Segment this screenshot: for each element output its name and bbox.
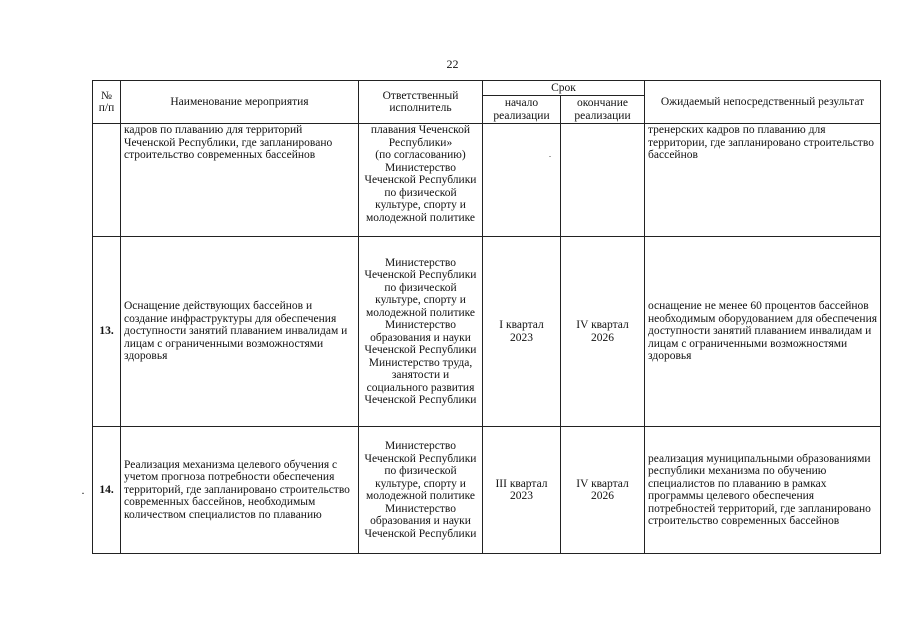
row-name: Оснащение действующих бассейнов и создание инфраструктуры для обеспечения доступности занятий плаванием инвалидам и лицам с ограниченными возможностями здоровья: [121, 237, 359, 427]
table-row: [93, 237, 881, 427]
row-executor: Министерство Чеченской Республики по физической культуре, спорту и молодежной политике Министерство образования и науки Чеченской Республики: [359, 427, 483, 554]
row-result: реализация муниципальными образованиями республики механизма по обучению специалистов по плаванию в рамках программы целевого обеспечения потребностей территорий, где запланировано строительство современных бассейнов: [645, 427, 881, 554]
row-name: Реализация механизма целевого обучения с учетом прогноза потребности обеспечения территорий, где запланировано строительство современных бассейнов, необходимым количеством специалистов по плаванию: [121, 427, 359, 554]
row-start: III квартал 2023: [483, 427, 561, 554]
row-result: тренерских кадров по плаванию для территории, где запланировано строительство бассейнов: [645, 124, 881, 237]
row-end: [561, 124, 645, 237]
row-num: 13.: [93, 237, 121, 427]
table-header-row: [93, 81, 881, 96]
header-term: Срок: [483, 81, 645, 96]
page-number: 22: [446, 57, 459, 71]
measures-table: [92, 80, 881, 554]
header-executor: Ответственный исполнитель: [359, 81, 483, 124]
row-executor: Министерство Чеченской Республики по физической культуре, спорту и молодежной политике Министерство образования и науки Чеченской Республики Министерство труда, занятости и социального развития Чеченской Республики: [359, 237, 483, 427]
header-start: начало реализации: [483, 96, 561, 124]
table-row: [93, 427, 881, 554]
scan-speck: .: [549, 150, 551, 159]
header-num: № п/п: [93, 81, 121, 124]
table-row: [93, 124, 881, 237]
row-num: 14.: [93, 427, 121, 554]
header-result: Ожидаемый непосредственный результат: [645, 81, 881, 124]
scan-speck: ·: [81, 486, 85, 500]
row-name: кадров по плаванию для территорий Чеченской Республики, где запланировано строительство современных бассейнов: [121, 124, 359, 237]
row-end: IV квартал 2026: [561, 237, 645, 427]
row-num: [93, 124, 121, 237]
row-end: IV квартал 2026: [561, 427, 645, 554]
row-result: оснащение не менее 60 процентов бассейнов необходимым оборудованием для обеспечения доступности занятий плаванием инвалидам и лицам с ограниченными возможностями здоровья: [645, 237, 881, 427]
row-start: I квартал 2023: [483, 237, 561, 427]
header-name: Наименование мероприятия: [121, 81, 359, 124]
header-end: окончание реализации: [561, 96, 645, 124]
row-executor: плавания Чеченской Республики» (по согласованию) Министерство Чеченской Республики по физической культуре, спорту и молодежной политике: [359, 124, 483, 237]
row-start: [483, 124, 561, 237]
